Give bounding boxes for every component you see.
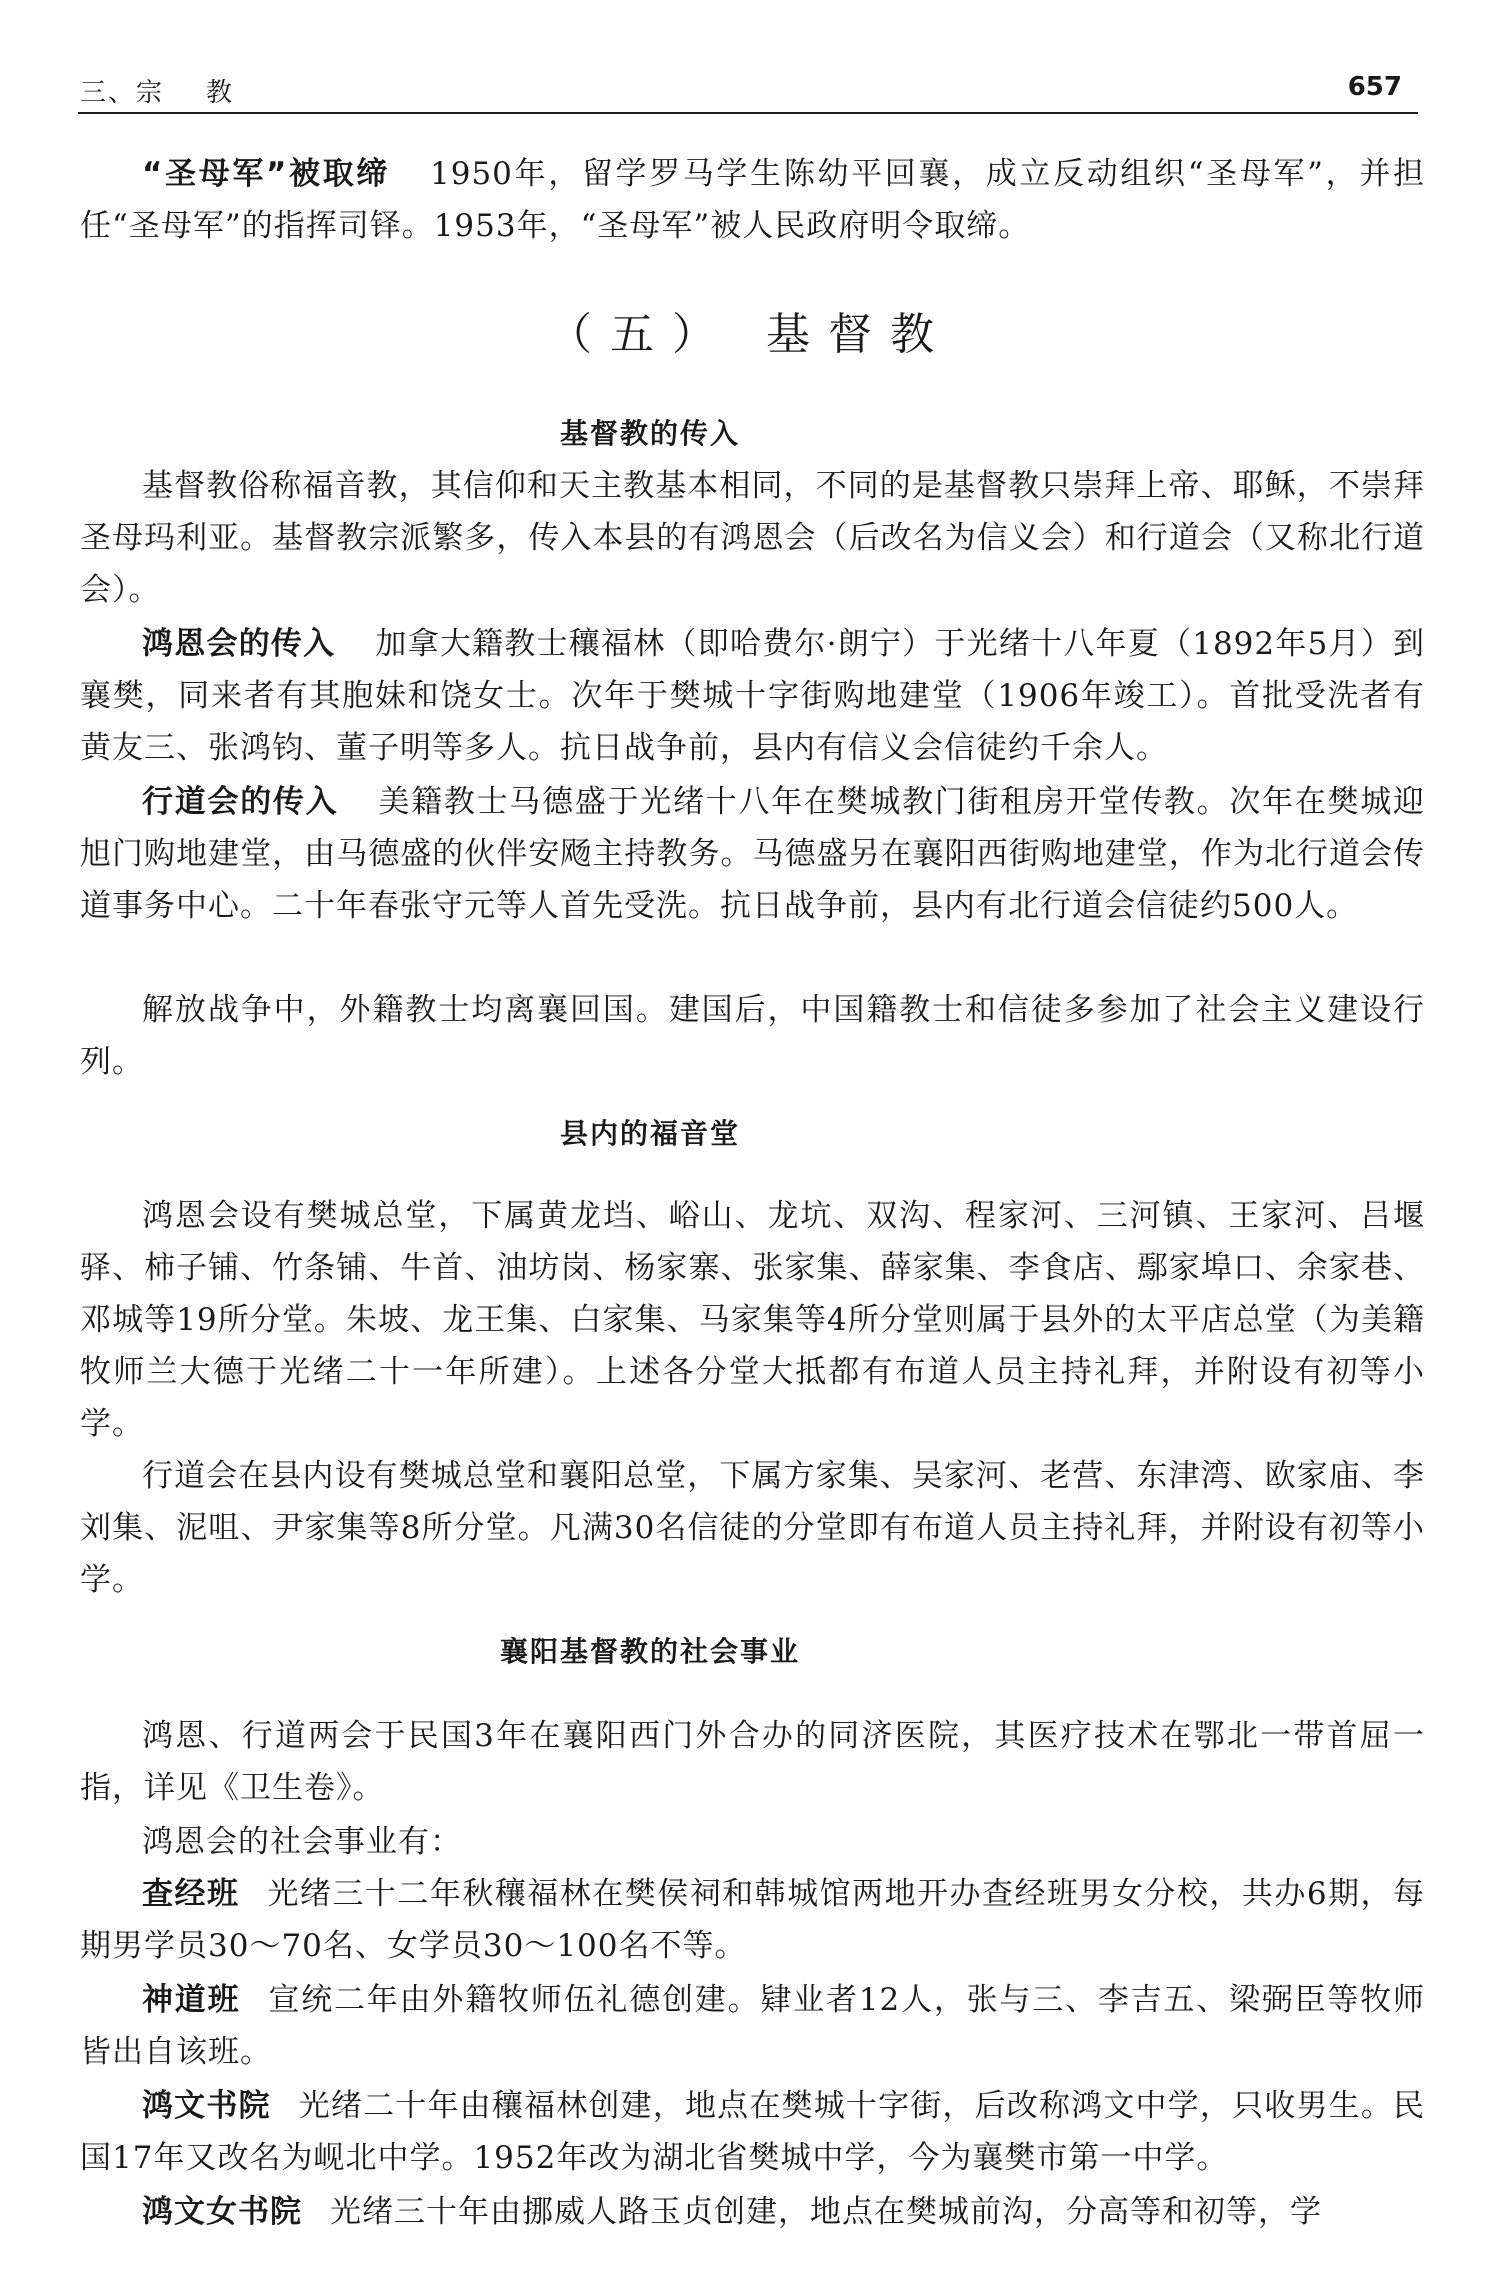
- paragraph-text: 光绪三十年由挪威人路玉贞创建，地点在樊城前沟，分高等和初等，学: [330, 2194, 1322, 2230]
- page-number: 657: [1347, 72, 1402, 102]
- paragraph-legion-of-mary: [80, 148, 1425, 252]
- paragraph-text: 光绪二十年由穰福林创建，地点在樊城十字街，后改称鸿文中学，只收男生。民国17年又改名为岘北中学。1952年改为湖北省樊城中学，今为襄樊市第一中学。: [80, 2088, 1426, 2176]
- paragraph-liberation: 解放战争中，外籍教士均离襄回国。建国后，中国籍教士和信徒多参加了社会主义建设行列。: [80, 992, 1425, 1080]
- paragraph-lead: 行道会的传入: [142, 784, 339, 820]
- subheading-introduction: 基督教的传入: [559, 417, 740, 450]
- section-title: （五） 基督教: [548, 309, 952, 360]
- paragraph-hospital: 鸿恩、行道两会于民国3年在襄阳西门外合办的同济医院，其医疗技术在鄂北一带首屈一指，详见《卫生卷》。: [80, 1718, 1425, 1806]
- paragraph-xingdao-churches: 行道会在县内设有樊城总堂和襄阳总堂，下属方家集、吴家河、老营、东津湾、欧家庙、李刘集、泥咀、尹家集等8所分堂。凡满30名信徒的分堂即有布道人员主持礼拜，并附设有初等小学。: [80, 1458, 1425, 1598]
- paragraph-xingdao: [80, 776, 1425, 932]
- paragraph-lead: 鸿恩会的传入: [142, 626, 336, 662]
- paragraph-text: 加拿大籍教士穰福林（即哈费尔·朗宁）于光绪十八年夏（1892年5月）到襄樊，同来者有其胞妹和饶女士。次年于樊城十字街购地建堂（1906年竣工）。首批受洗者有黄友三、张鸿钧、董子明等多人。抗日战争前，县内有信义会信徒约千余人。: [80, 626, 1426, 766]
- paragraph-social-list: 鸿恩会的社会事业有：: [142, 1824, 462, 1860]
- paragraph-hongwen-academy: [80, 2080, 1425, 2184]
- paragraph-introduction: 基督教俗称福音教，其信仰和天主教基本相同，不同的是基督教只崇拜上帝、耶稣，不崇拜圣母玛利亚。基督教宗派繁多，传入本县的有鸿恩会（后改名为信义会）和行道会（又称北行道会）。: [80, 468, 1425, 608]
- paragraph-lead: 鸿文书院: [142, 2088, 271, 2124]
- running-header: [78, 68, 1418, 114]
- paragraph-text: 光绪三十二年秋穰福林在樊侯祠和韩城馆两地开办查经班男女分校，共办6期，每期男学员30～70名、女学员30～100名不等。: [80, 1876, 1425, 1964]
- paragraph-hongwen-girls-academy: [80, 2186, 1425, 2238]
- paragraph-lead: “圣母军”被取缔: [142, 156, 391, 192]
- paragraph-text: 宣统二年由外籍牧师伍礼德创建。肄业者12人，张与三、李吉五、梁弼臣等牧师皆出自该班。: [80, 1982, 1426, 2070]
- paragraph-lead: 鸿文女书院: [142, 2194, 302, 2230]
- subheading-social-work: 襄阳基督教的社会事业: [499, 1635, 800, 1668]
- paragraph-hongen-churches: 鸿恩会设有樊城总堂，下属黄龙垱、峪山、龙坑、双沟、程家河、三河镇、王家河、吕堰驿、柿子铺、竹条铺、牛首、油坊岗、杨家寨、张家集、薛家集、李食店、鄢家埠口、余家巷、邓城等19所分堂。朱坡、龙王集、白家集、马家集等4所分堂则属于县外的太平店总堂（为美籍牧师兰大德于光绪二十一年所建）。上述各分堂大抵都有布道人员主持礼拜，并附设有初等小学。: [80, 1198, 1425, 1442]
- paragraph-lead: 神道班: [142, 1982, 241, 2018]
- paragraph-hongen: [80, 618, 1425, 774]
- chapter-label: 三、宗 教: [80, 78, 235, 108]
- subheading-churches: 县内的福音堂: [559, 1117, 740, 1150]
- paragraph-theology-class: [80, 1974, 1425, 2078]
- paragraph-text: 1950年，留学罗马学生陈幼平回襄，成立反动组织“圣母军”，并担任“圣母军”的指挥司铎。1953年，“圣母军”被人民政府明令取缔。: [80, 156, 1426, 244]
- paragraph-text: 美籍教士马德盛于光绪十八年在樊城教门街租房开堂传教。次年在樊城迎旭门购地建堂，由马德盛的伙伴安飏主持教务。马德盛另在襄阳西街购地建堂，作为北行道会传道事务中心。二十年春张守元等人首先受洗。抗日战争前，县内有北行道会信徒约500人。: [80, 784, 1426, 924]
- paragraph-bible-class: [80, 1868, 1425, 1972]
- paragraph-lead: 查经班: [142, 1876, 240, 1912]
